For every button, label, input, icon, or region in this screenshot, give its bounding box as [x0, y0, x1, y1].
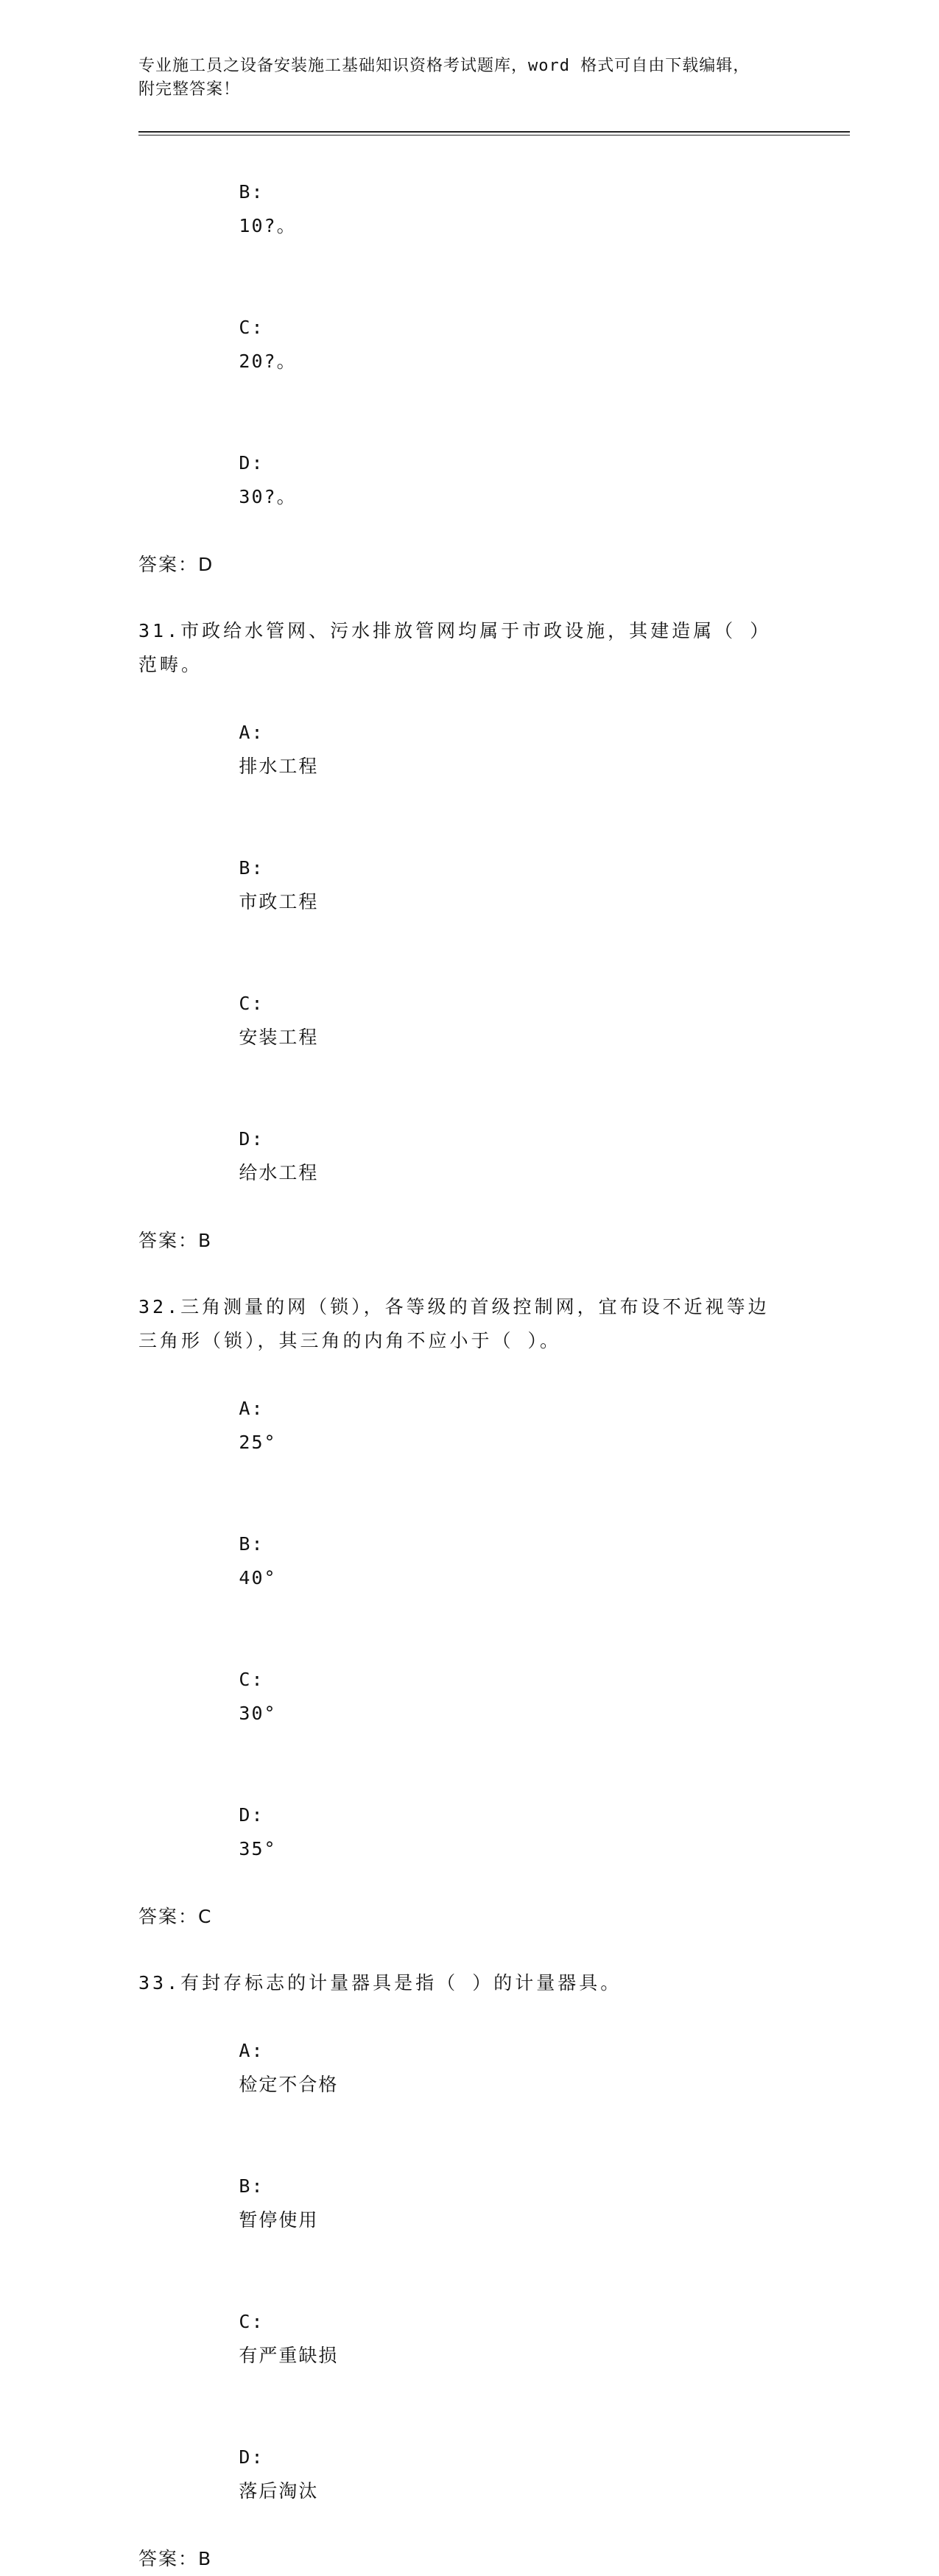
- option-label: A:: [239, 1398, 264, 1419]
- spacer: [138, 1934, 801, 1966]
- question-stem: 33.有封存标志的计量器具是指（ ）的计量器具。: [138, 1972, 622, 1993]
- question-stem: 31.市政给水管网、污水排放管网均属于市政设施，其建造属（ ）范畴。: [138, 620, 772, 675]
- option-line: [138, 2136, 801, 2271]
- question-block-31: [138, 614, 801, 1258]
- option-line: [138, 141, 801, 277]
- option-label: B:: [239, 2175, 264, 2197]
- option-label: B:: [239, 181, 264, 203]
- question-list: [138, 141, 801, 2576]
- option-text: 市政工程: [239, 891, 319, 912]
- option-text: 20?。: [239, 351, 297, 372]
- option-text: 给水工程: [239, 1162, 319, 1183]
- option-text: 有严重缺损: [239, 2345, 339, 2366]
- option-text: 40°: [239, 1567, 277, 1588]
- option-line: [138, 1493, 801, 1629]
- option-text: 排水工程: [239, 756, 319, 777]
- option-text: 暂停使用: [239, 2209, 319, 2231]
- option-label: C:: [239, 317, 264, 338]
- option-label: C:: [239, 1669, 264, 1690]
- option-line: [138, 2000, 801, 2136]
- option-text: 35°: [239, 1838, 277, 1859]
- answer-line: 答案：B: [138, 1230, 213, 1251]
- option-label: D:: [239, 452, 264, 474]
- spacer: [138, 582, 801, 614]
- header-divider-thick: [138, 131, 850, 133]
- option-label: D:: [239, 1128, 264, 1150]
- option-line: [138, 817, 801, 953]
- option-label: B:: [239, 857, 264, 879]
- option-label: A:: [239, 722, 264, 743]
- option-line: [138, 682, 801, 817]
- spacer: [138, 1258, 801, 1290]
- option-text: 30?。: [239, 486, 297, 507]
- answer-line: 答案：D: [138, 554, 214, 575]
- header-divider-thin: [138, 135, 850, 136]
- option-label: C:: [239, 993, 264, 1014]
- option-line: [138, 1088, 801, 1224]
- option-text: 10?。: [239, 215, 297, 236]
- option-line: [138, 953, 801, 1088]
- option-line: [138, 1629, 801, 1764]
- question-stem: 32.三角测量的网（锁），各等级的首级控制网，宜布设不近视等边三角形（锁），其三角的内角不应小于（ ）。: [138, 1296, 770, 1351]
- page-header: 专业施工员之设备安装施工基础知识资格考试题库，word 格式可自由下载编辑， 附完整答案！: [138, 57, 750, 99]
- option-label: B:: [239, 1533, 264, 1555]
- option-label: D:: [239, 2446, 264, 2468]
- option-label: D:: [239, 1804, 264, 1826]
- option-line: [138, 2407, 801, 2542]
- question-block-32: [138, 1290, 801, 1934]
- option-line: [138, 1358, 801, 1493]
- question-block-33: [138, 1966, 801, 2576]
- prev-question-block: [138, 141, 801, 582]
- option-text: 检定不合格: [239, 2074, 339, 2095]
- option-text: 25°: [239, 1432, 277, 1453]
- option-line: [138, 2271, 801, 2407]
- answer-line: 答案：B: [138, 2548, 213, 2569]
- option-text: 落后淘汰: [239, 2480, 319, 2502]
- option-text: 30°: [239, 1703, 277, 1724]
- option-line: [138, 412, 801, 548]
- option-line: [138, 1764, 801, 1900]
- option-text: 安装工程: [239, 1027, 319, 1048]
- answer-line: 答案：C: [138, 1906, 213, 1927]
- option-label: A:: [239, 2040, 264, 2061]
- option-label: C:: [239, 2311, 264, 2332]
- option-line: [138, 277, 801, 412]
